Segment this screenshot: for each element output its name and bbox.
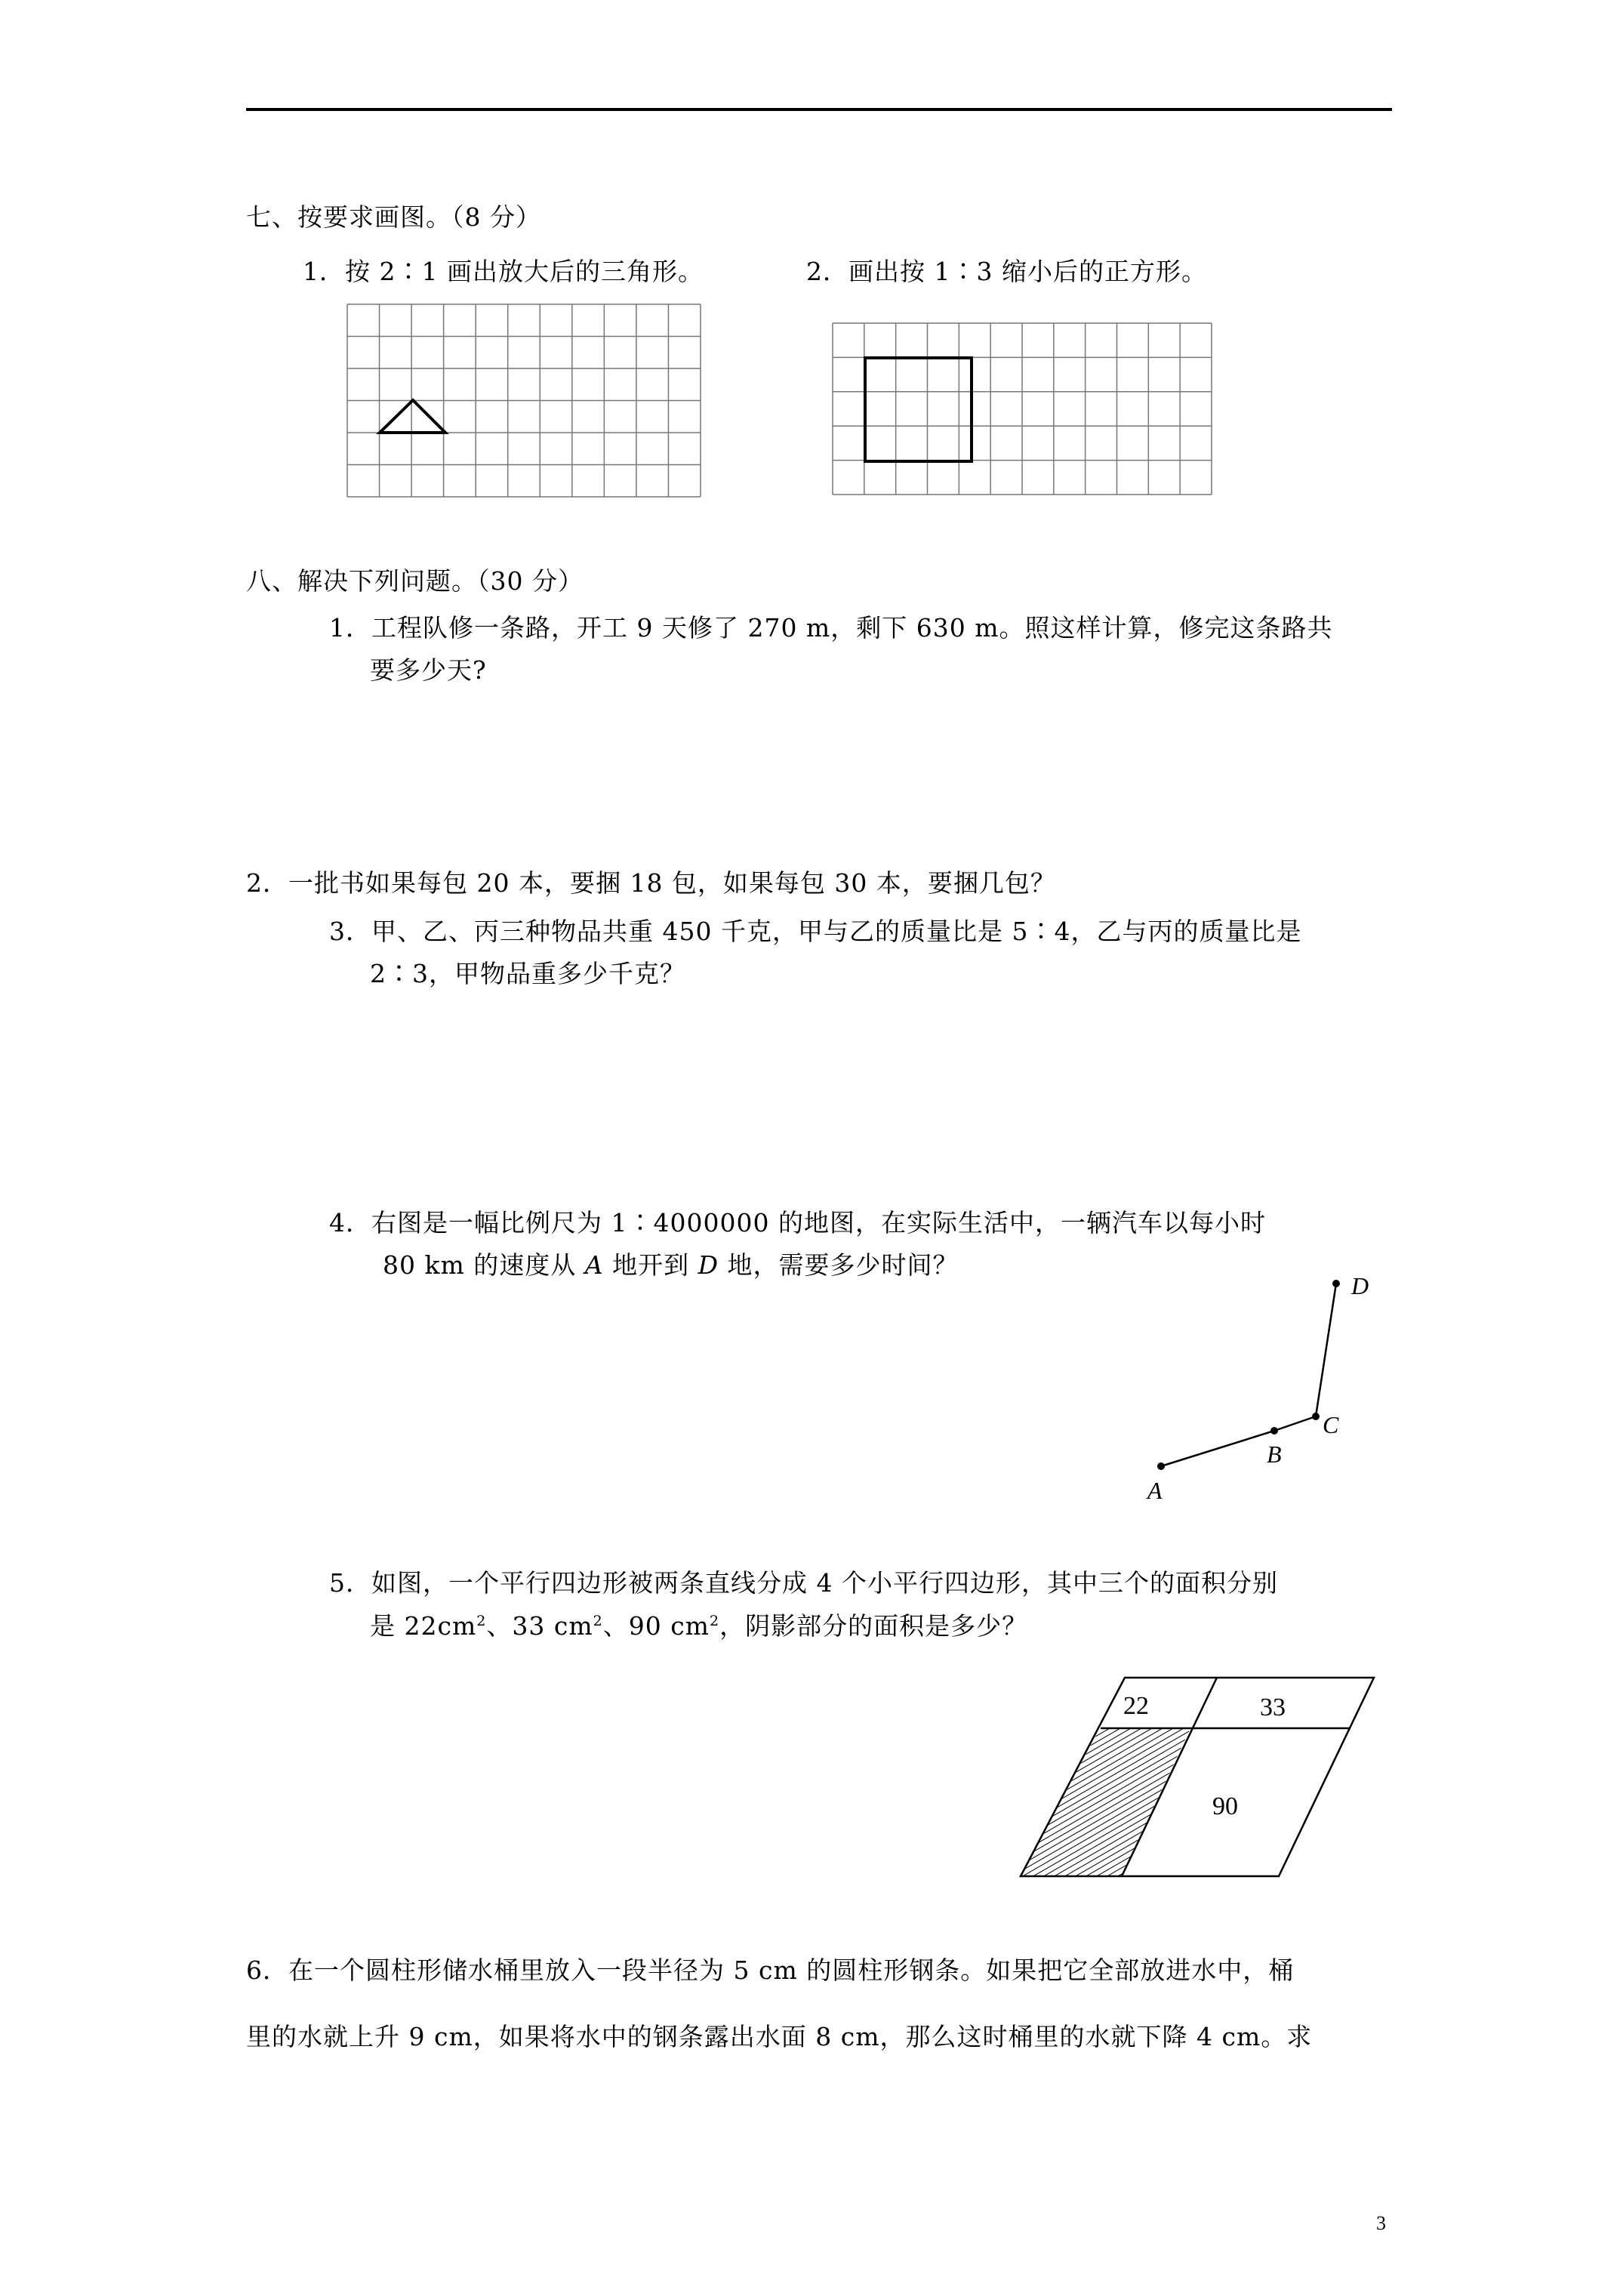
map-figure [1132,1268,1389,1510]
problem5-text-d: ，阴影部分的面积是多少？ [719,1611,1028,1641]
problem4-text-c: 地，需要多少时间？ [719,1250,959,1280]
header-rule [246,108,1392,111]
problem4-text-b: 地开到 [603,1250,698,1280]
small-triangle [380,400,445,433]
problem6-line2: 里的水就上升 9 cm，如果将水中的钢条露出水面 8 cm，那么这时桶里的水就下降 4 cm。求 [246,2022,1313,2051]
point-c-dot [1312,1413,1320,1420]
shaded-region [1021,1728,1190,1876]
area-22: 22 [1123,1692,1149,1720]
problem4-line2 [383,1249,959,1282]
problem4-point-d: D [698,1250,719,1280]
problem4-line1: 4．右图是一幅比例尺为 1∶4000000 的地图，在实际生活中，一辆汽车以每小时 [329,1208,1266,1237]
problem5-text-a: 是 22cm [370,1611,477,1641]
grid-triangle [347,304,702,498]
superscript-2: 2 [709,1613,720,1629]
problem6-line1: 6．在一个圆柱形储水桶里放入一段半径为 5 cm 的圆柱形钢条。如果把它全部放进水中，桶 [246,1955,1295,1985]
problem3-line2: 2∶3，甲物品重多少千克？ [370,959,685,988]
problem4-text-a: 80 km 的速度从 [383,1250,585,1280]
problem1-line1: 1．工程队修一条路，开工 9 天修了 270 m，剩下 630 m。照这样计算，修完这条路共 [329,613,1333,643]
page-number: 3 [1376,2212,1386,2234]
area-33: 33 [1260,1693,1286,1721]
label-b: B [1267,1441,1282,1468]
problem5-text-b: 、33 cm [486,1611,593,1641]
section7-title: 七、按要求画图。（8 分） [246,202,541,232]
point-d-dot [1332,1280,1340,1287]
label-c: C [1323,1411,1339,1438]
large-square [865,358,972,461]
problem4-point-a: A [584,1250,604,1280]
problem1-line2: 要多少天? [370,655,487,685]
problem5-line2 [370,1610,1027,1643]
section7-q1: 1．按 2∶1 画出放大后的三角形。 [303,257,704,286]
section7-q2: 2．画出按 1∶3 缩小后的正方形。 [806,257,1207,286]
problem5-text-c: 、90 cm [602,1611,710,1641]
label-d: D [1351,1272,1369,1299]
area-90: 90 [1212,1792,1238,1820]
point-b-dot [1270,1427,1278,1435]
point-a-dot [1157,1462,1165,1470]
problem5-line1: 5．如图，一个平行四边形被两条直线分成 4 个小平行四边形，其中三个的面积分别 [329,1568,1278,1598]
superscript-2: 2 [593,1613,603,1629]
section8-title: 八、解决下列问题。（30 分） [246,566,584,596]
superscript-2: 2 [476,1613,487,1629]
problem3-line1: 3．甲、乙、丙三种物品共重 450 千克，甲与乙的质量比是 5∶4，乙与丙的质量比是 [329,917,1302,946]
parallelogram-figure [1012,1669,1389,1880]
label-a: A [1147,1477,1163,1504]
grid-square [833,323,1213,496]
problem2: 2．一批书如果每包 20 本，要捆 18 包，如果每包 30 本，要捆几包？ [246,868,1056,898]
